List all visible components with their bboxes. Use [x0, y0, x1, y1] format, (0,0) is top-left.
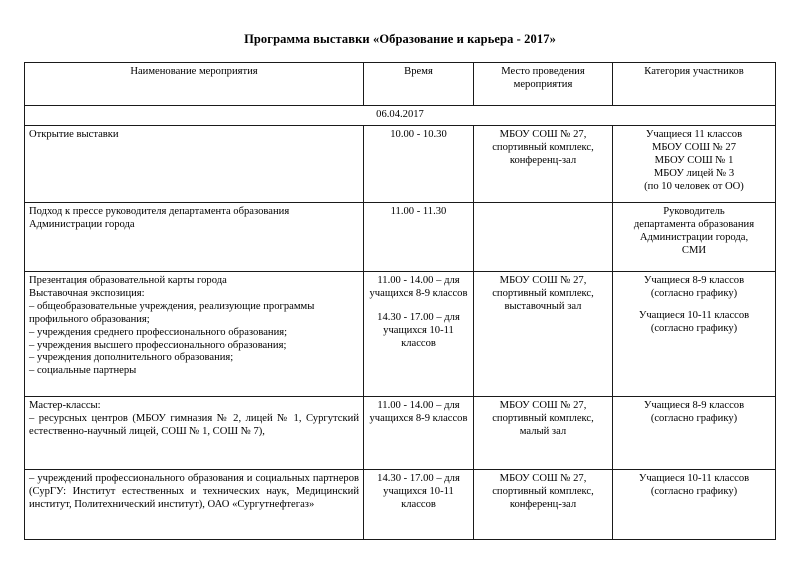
- page-title: Программа выставки «Образование и карьера - 2017»: [244, 32, 556, 46]
- event-category-line: МБОУ СОШ № 1: [654, 154, 734, 166]
- event-category-line: Учащиеся 8-9 классов: [643, 274, 745, 286]
- event-time: 11.00 - 14.00 – для учащихся 8-9 классов: [364, 396, 474, 469]
- event-name-line: – общеобразовательные учреждения, реализующие программы профильного образования;: [29, 300, 315, 325]
- event-name-line: Презентация образовательной карты города: [29, 274, 227, 286]
- spacer: [368, 301, 469, 312]
- event-category-line: Руководитель: [663, 205, 725, 217]
- event-time-block: 11.00 - 14.00 – для учащихся 8-9 классов: [369, 274, 468, 299]
- table-header-row: [25, 63, 776, 106]
- table-row: [25, 271, 776, 396]
- event-time: 11.00 - 11.30: [364, 202, 474, 271]
- date-section-label: 06.04.2017: [25, 106, 776, 126]
- event-category-line: департамента образования: [633, 218, 755, 230]
- event-category-line: СМИ: [681, 244, 707, 256]
- event-name-line: – учреждения дополнительного образования;: [29, 352, 234, 364]
- column-header-time: Время: [364, 63, 474, 106]
- event-category-line: Учащиеся 10-11 классов: [638, 309, 750, 321]
- program-table: [24, 62, 776, 540]
- event-place-line: МБОУ СОШ № 27,: [499, 399, 587, 411]
- event-place-line: МБОУ СОШ № 27,: [499, 274, 587, 286]
- event-category-line: Учащиеся 10-11 классов: [638, 472, 750, 484]
- event-place: [474, 271, 613, 396]
- table-row: [25, 396, 776, 469]
- column-header-place: Место проведения мероприятия: [474, 63, 613, 106]
- table-row: [25, 202, 776, 271]
- table-row: [25, 125, 776, 202]
- event-name-line: Выставочная экспозиция:: [29, 287, 145, 299]
- event-place-line: спортивный комплекс, конференц-зал: [492, 141, 594, 166]
- event-name-line: – учреждения среднего профессионального образования;: [29, 326, 288, 338]
- event-name: Подход к прессе руководителя департамента образования Администрации города: [25, 202, 364, 271]
- event-category-line: МБОУ СОШ № 27: [651, 141, 737, 153]
- event-category-line: (согласно графику): [650, 287, 738, 299]
- event-name-line: – учреждения высшего профессионального образования;: [29, 339, 287, 351]
- event-place: [474, 202, 613, 271]
- event-time-block: 14.30 - 17.00 – для учащихся 10-11 классов: [377, 311, 460, 349]
- event-time: [364, 271, 474, 396]
- event-place: [474, 125, 613, 202]
- event-place-line: МБОУ СОШ № 27,: [499, 472, 587, 484]
- event-category-line: МБОУ лицей № 3: [653, 167, 735, 179]
- event-name-line: – социальные партнеры: [29, 365, 137, 377]
- event-category: [613, 202, 776, 271]
- event-place-line: МБОУ СОШ № 27,: [499, 128, 587, 140]
- table-row: [25, 469, 776, 539]
- event-category-line: (согласно графику): [650, 322, 738, 334]
- event-place-line: спортивный комплекс, малый зал: [492, 412, 594, 437]
- event-name-line: – ресурсных центров (МБОУ гимназия № 2, лицей № 1, Сургутский естественно-научный лицей, СОШ № 1, СОШ № 7),: [29, 412, 359, 437]
- event-category-line: Учащиеся 8-9 классов: [643, 399, 745, 411]
- event-time: 14.30 - 17.00 – для учащихся 10-11 классов: [364, 469, 474, 539]
- event-name: Открытие выставки: [25, 125, 364, 202]
- event-place: [474, 469, 613, 539]
- event-name: [25, 396, 364, 469]
- event-category: [613, 271, 776, 396]
- event-name: [25, 271, 364, 396]
- event-category: [613, 125, 776, 202]
- event-category-line: (согласно графику): [650, 412, 738, 424]
- event-time: 10.00 - 10.30: [364, 125, 474, 202]
- event-place: [474, 396, 613, 469]
- event-place-line: спортивный комплекс, конференц-зал: [492, 485, 594, 510]
- event-category-line: Администрации города,: [639, 231, 749, 243]
- event-name-line: Мастер-классы:: [29, 399, 101, 411]
- column-header-category: Категория участников: [613, 63, 776, 106]
- event-category-line: (по 10 человек от ОО): [644, 180, 744, 192]
- event-name: – учреждений профессионального образования и социальных партнеров (СурГУ: Институт естественных и технических наук, Медицинский институт, Политехнический институт), ОАО «Сургутнефтегаз»: [25, 469, 364, 539]
- column-header-name: Наименование мероприятия: [25, 63, 364, 106]
- event-category: [613, 396, 776, 469]
- spacer: [617, 301, 771, 310]
- event-category-line: Учащиеся 11 классов: [645, 128, 743, 140]
- date-section-row: [25, 106, 776, 126]
- event-place-line: спортивный комплекс, выставочный зал: [492, 287, 594, 312]
- event-category-line: (согласно графику): [650, 485, 738, 497]
- event-category: [613, 469, 776, 539]
